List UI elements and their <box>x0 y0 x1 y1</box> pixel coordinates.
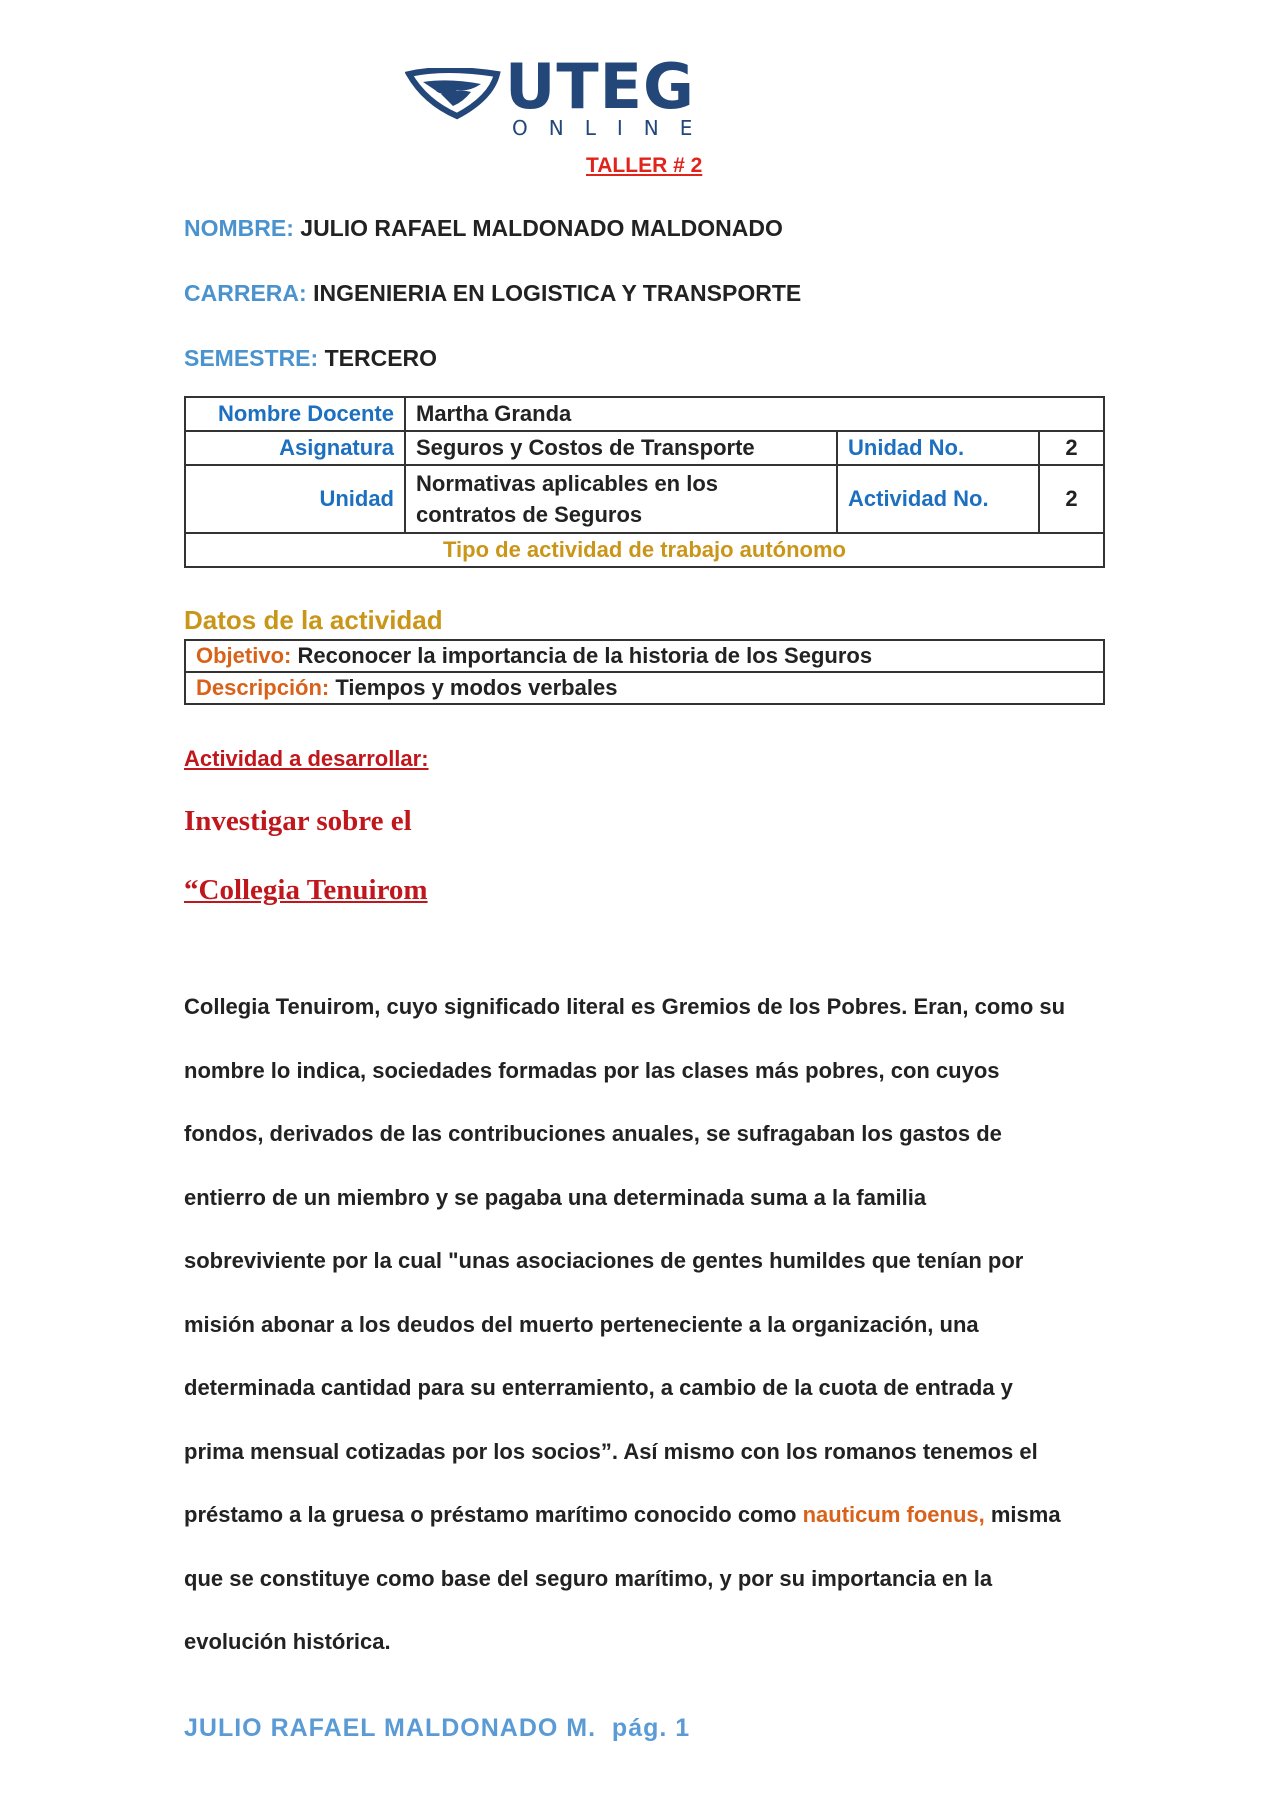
unidad-value-line2: contratos de Seguros <box>416 502 643 527</box>
unidad-no-label: Unidad No. <box>837 431 1039 465</box>
semestre-line <box>184 345 437 372</box>
unidad-value-line1: Normativas aplicables en los <box>416 471 719 496</box>
activity-data-table <box>184 639 1105 705</box>
nombre-value: JULIO RAFAEL MALDONADO MALDONADO <box>300 215 783 241</box>
footer-text: JULIO RAFAEL MALDONADO M. pág. 1 <box>184 1714 691 1742</box>
body-line: Collegia Tenuirom, cuyo significado literal es Gremios de los Pobres. Eran, como su <box>184 994 1066 1019</box>
uteg-logo <box>405 50 755 142</box>
unidad-no-value: 2 <box>1039 431 1104 465</box>
page-footer <box>184 1714 690 1743</box>
carrera-value: INGENIERIA EN LOGISTICA Y TRANSPORTE <box>313 280 802 306</box>
nombre-label: NOMBRE: <box>184 215 294 241</box>
body-line: prima mensual cotizadas por los socios”. Así mismo con los romanos tenemos el <box>184 1438 1038 1464</box>
body-paragraph <box>184 975 1114 1674</box>
taller-title: TALLER # 2 <box>586 154 703 177</box>
table-row <box>185 640 1104 672</box>
objetivo-label: Objetivo: <box>196 643 292 668</box>
actividad-label: Actividad a desarrollar: <box>184 746 429 771</box>
body-line: determinada cantidad para su enterramiento, a cambio de la cuota de entrada y <box>184 1375 1013 1400</box>
unidad-value <box>405 465 837 533</box>
carrera-label: CARRERA: <box>184 280 307 306</box>
table-row <box>185 465 1104 533</box>
course-info-table <box>184 396 1105 568</box>
body-line <box>184 1483 1114 1547</box>
table-row <box>185 431 1104 465</box>
datos-title: Datos de la actividad <box>184 605 443 635</box>
unidad-label: Unidad <box>185 465 405 533</box>
nauticum-foenus-highlight: nauticum foenus, <box>802 1502 985 1527</box>
body-line: misión abonar a los deudos del muerto perteneciente a la organización, una <box>184 1311 979 1337</box>
body-line: que se constituye como base del seguro marítimo, y por su importancia en la <box>184 1565 993 1591</box>
docente-label: Nombre Docente <box>185 397 405 431</box>
body-line: entierro de un miembro y se pagaba una determinada suma a la familia <box>184 1184 927 1210</box>
tipo-actividad: Tipo de actividad de trabajo autónomo <box>185 533 1104 567</box>
heading-investigar: Investigar sobre el <box>184 805 412 837</box>
asignatura-label: Asignatura <box>185 431 405 465</box>
heading-collegia: “Collegia Tenuirom <box>184 874 428 906</box>
actividad-no-value: 2 <box>1039 465 1104 533</box>
body-line: sobreviviente por la cual "unas asociaciones de gentes humildes que tenían por <box>184 1248 1024 1273</box>
objetivo-value: Reconocer la importancia de la historia de los Seguros <box>297 643 873 668</box>
nombre-line <box>184 215 783 242</box>
body-line: evolución histórica. <box>184 1629 391 1654</box>
eagle-shield-icon <box>405 68 505 120</box>
logo-subtitle: ONLINE <box>512 116 714 140</box>
docente-value: Martha Granda <box>405 397 1104 431</box>
semestre-value: TERCERO <box>324 345 438 371</box>
body-text-segment: misma <box>984 1502 1061 1527</box>
descripcion-label: Descripción: <box>196 675 330 700</box>
descripcion-value: Tiempos y modos verbales <box>335 675 618 700</box>
semestre-label: SEMESTRE: <box>184 345 319 371</box>
actividad-no-label: Actividad No. <box>837 465 1039 533</box>
asignatura-value: Seguros y Costos de Transporte <box>405 431 837 465</box>
objetivo-cell <box>185 640 1104 672</box>
body-text-segment: préstamo a la gruesa o préstamo marítimo conocido como <box>184 1502 803 1527</box>
table-row <box>185 672 1104 704</box>
logo-word: UTEG <box>505 50 695 123</box>
table-row <box>185 397 1104 431</box>
descripcion-cell <box>185 672 1104 704</box>
body-line: fondos, derivados de las contribuciones anuales, se sufragaban los gastos de <box>184 1121 1002 1146</box>
table-row <box>185 533 1104 567</box>
body-line: nombre lo indica, sociedades formadas por las clases más pobres, con cuyos <box>184 1057 1000 1083</box>
carrera-line <box>184 280 801 307</box>
